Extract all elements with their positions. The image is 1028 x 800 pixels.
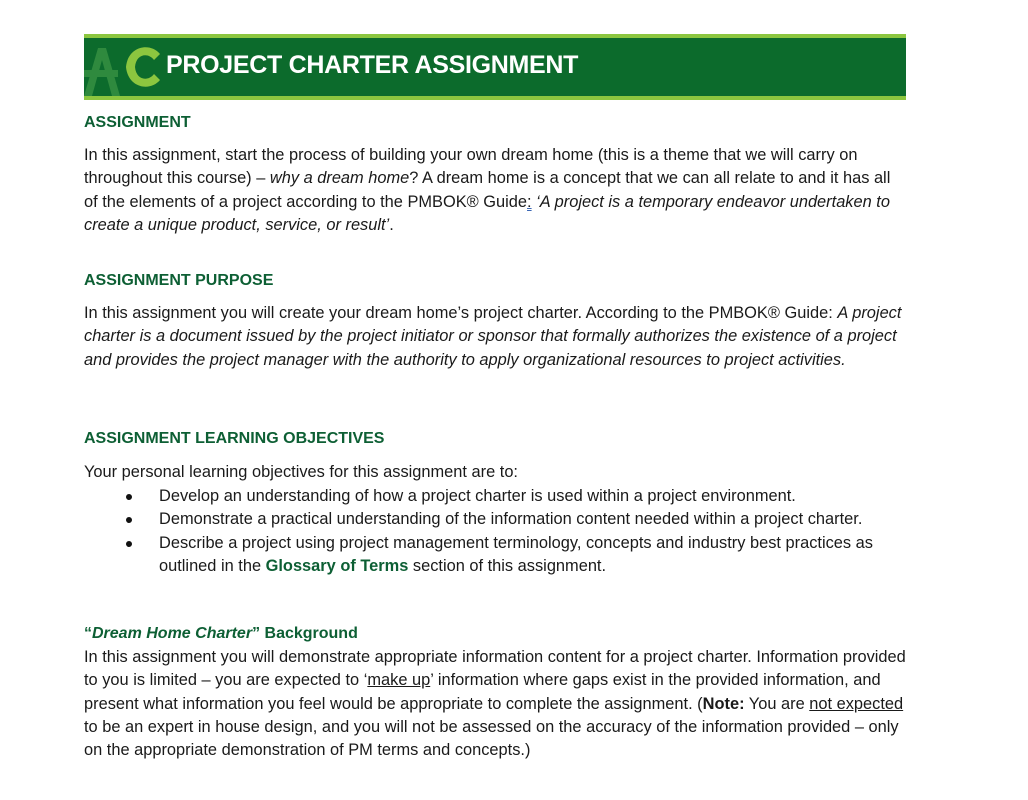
- background-paragraph: [84, 646, 906, 762]
- assignment-italic: why a dream home: [269, 169, 410, 188]
- objectives-heading: ASSIGNMENT LEARNING OBJECTIVES: [84, 430, 385, 447]
- bullet-icon: [126, 494, 132, 500]
- bullet-text: Describe a project using project management terminology, concepts and industry best practices as outlined in the: [159, 533, 873, 575]
- assignment-text-2: ? A dream home is a concept that we can all relate to and it has all of the elements of a project according to the PMBOK® Guide: [84, 169, 891, 211]
- banner-title: PROJECT CHARTER ASSIGNMENT: [166, 51, 579, 79]
- list-item: [84, 532, 906, 579]
- bullet-icon: [126, 517, 132, 523]
- pmbok-project-quote: ‘A project is a temporary endeavor undertaken to create a unique product, service, or result’: [84, 192, 890, 234]
- purpose-text: In this assignment you will create your dream home’s project charter. According to the PMBOK® Guide:: [84, 304, 838, 322]
- bullet-text: Demonstrate a practical understanding of the information content needed within a project charter.: [159, 510, 863, 529]
- objectives-intro: Your personal learning objectives for this assignment are to:: [84, 463, 518, 481]
- background-heading-italic: Dream Home Charter: [92, 625, 253, 642]
- title-banner: [84, 34, 906, 100]
- background-text-2: ’ information where gaps exist in the provided information, and present what information you feel would be appropriate to complete the assignment. (: [84, 671, 881, 713]
- pmbok-charter-quote: A project charter is a document issued by the project initiator or sponsor that formally authorizes the existence of a project and provides the project manager with the authority to apply organizational resources to project activities.: [84, 304, 902, 369]
- background-heading: [84, 624, 358, 644]
- assignment-heading: ASSIGNMENT: [84, 114, 191, 131]
- bullet-icon: [126, 541, 132, 547]
- not-expected-text: not expected: [809, 694, 904, 713]
- list-item: [84, 508, 906, 531]
- background-heading-rest: ” Background: [252, 625, 358, 642]
- bullet-text-end: section of this assignment.: [408, 556, 607, 575]
- background-text: In this assignment you will demonstrate appropriate information content for a project charter. Information provided to you is limited – you are expected to ‘: [84, 648, 906, 690]
- objectives-list: [84, 485, 906, 578]
- note-label: Note:: [702, 694, 745, 713]
- ac-logo-icon: [84, 38, 164, 96]
- quote-open: “: [84, 625, 92, 642]
- background-text-3: You are: [744, 694, 810, 713]
- background-text-4: to be an expert in house design, and you will not be assessed on the accuracy of the information provided – only on the appropriate demonstration of PM terms and concepts.): [84, 717, 899, 760]
- assignment-paragraph: [84, 144, 906, 237]
- purpose-paragraph: [84, 302, 906, 372]
- document-page: [84, 34, 906, 760]
- assignment-end: .: [389, 215, 394, 234]
- list-item: [84, 485, 906, 508]
- make-up-text: make up: [367, 671, 431, 690]
- assignment-text: In this assignment, start the process of building your own dream home (this is a theme that we will carry on throughout this course) –: [84, 146, 858, 188]
- assignment-colon: :: [527, 192, 532, 211]
- glossary-of-terms-link[interactable]: Glossary of Terms: [265, 556, 409, 575]
- bullet-text: Develop an understanding of how a project charter is used within a project environment.: [159, 487, 796, 505]
- purpose-heading: ASSIGNMENT PURPOSE: [84, 272, 274, 289]
